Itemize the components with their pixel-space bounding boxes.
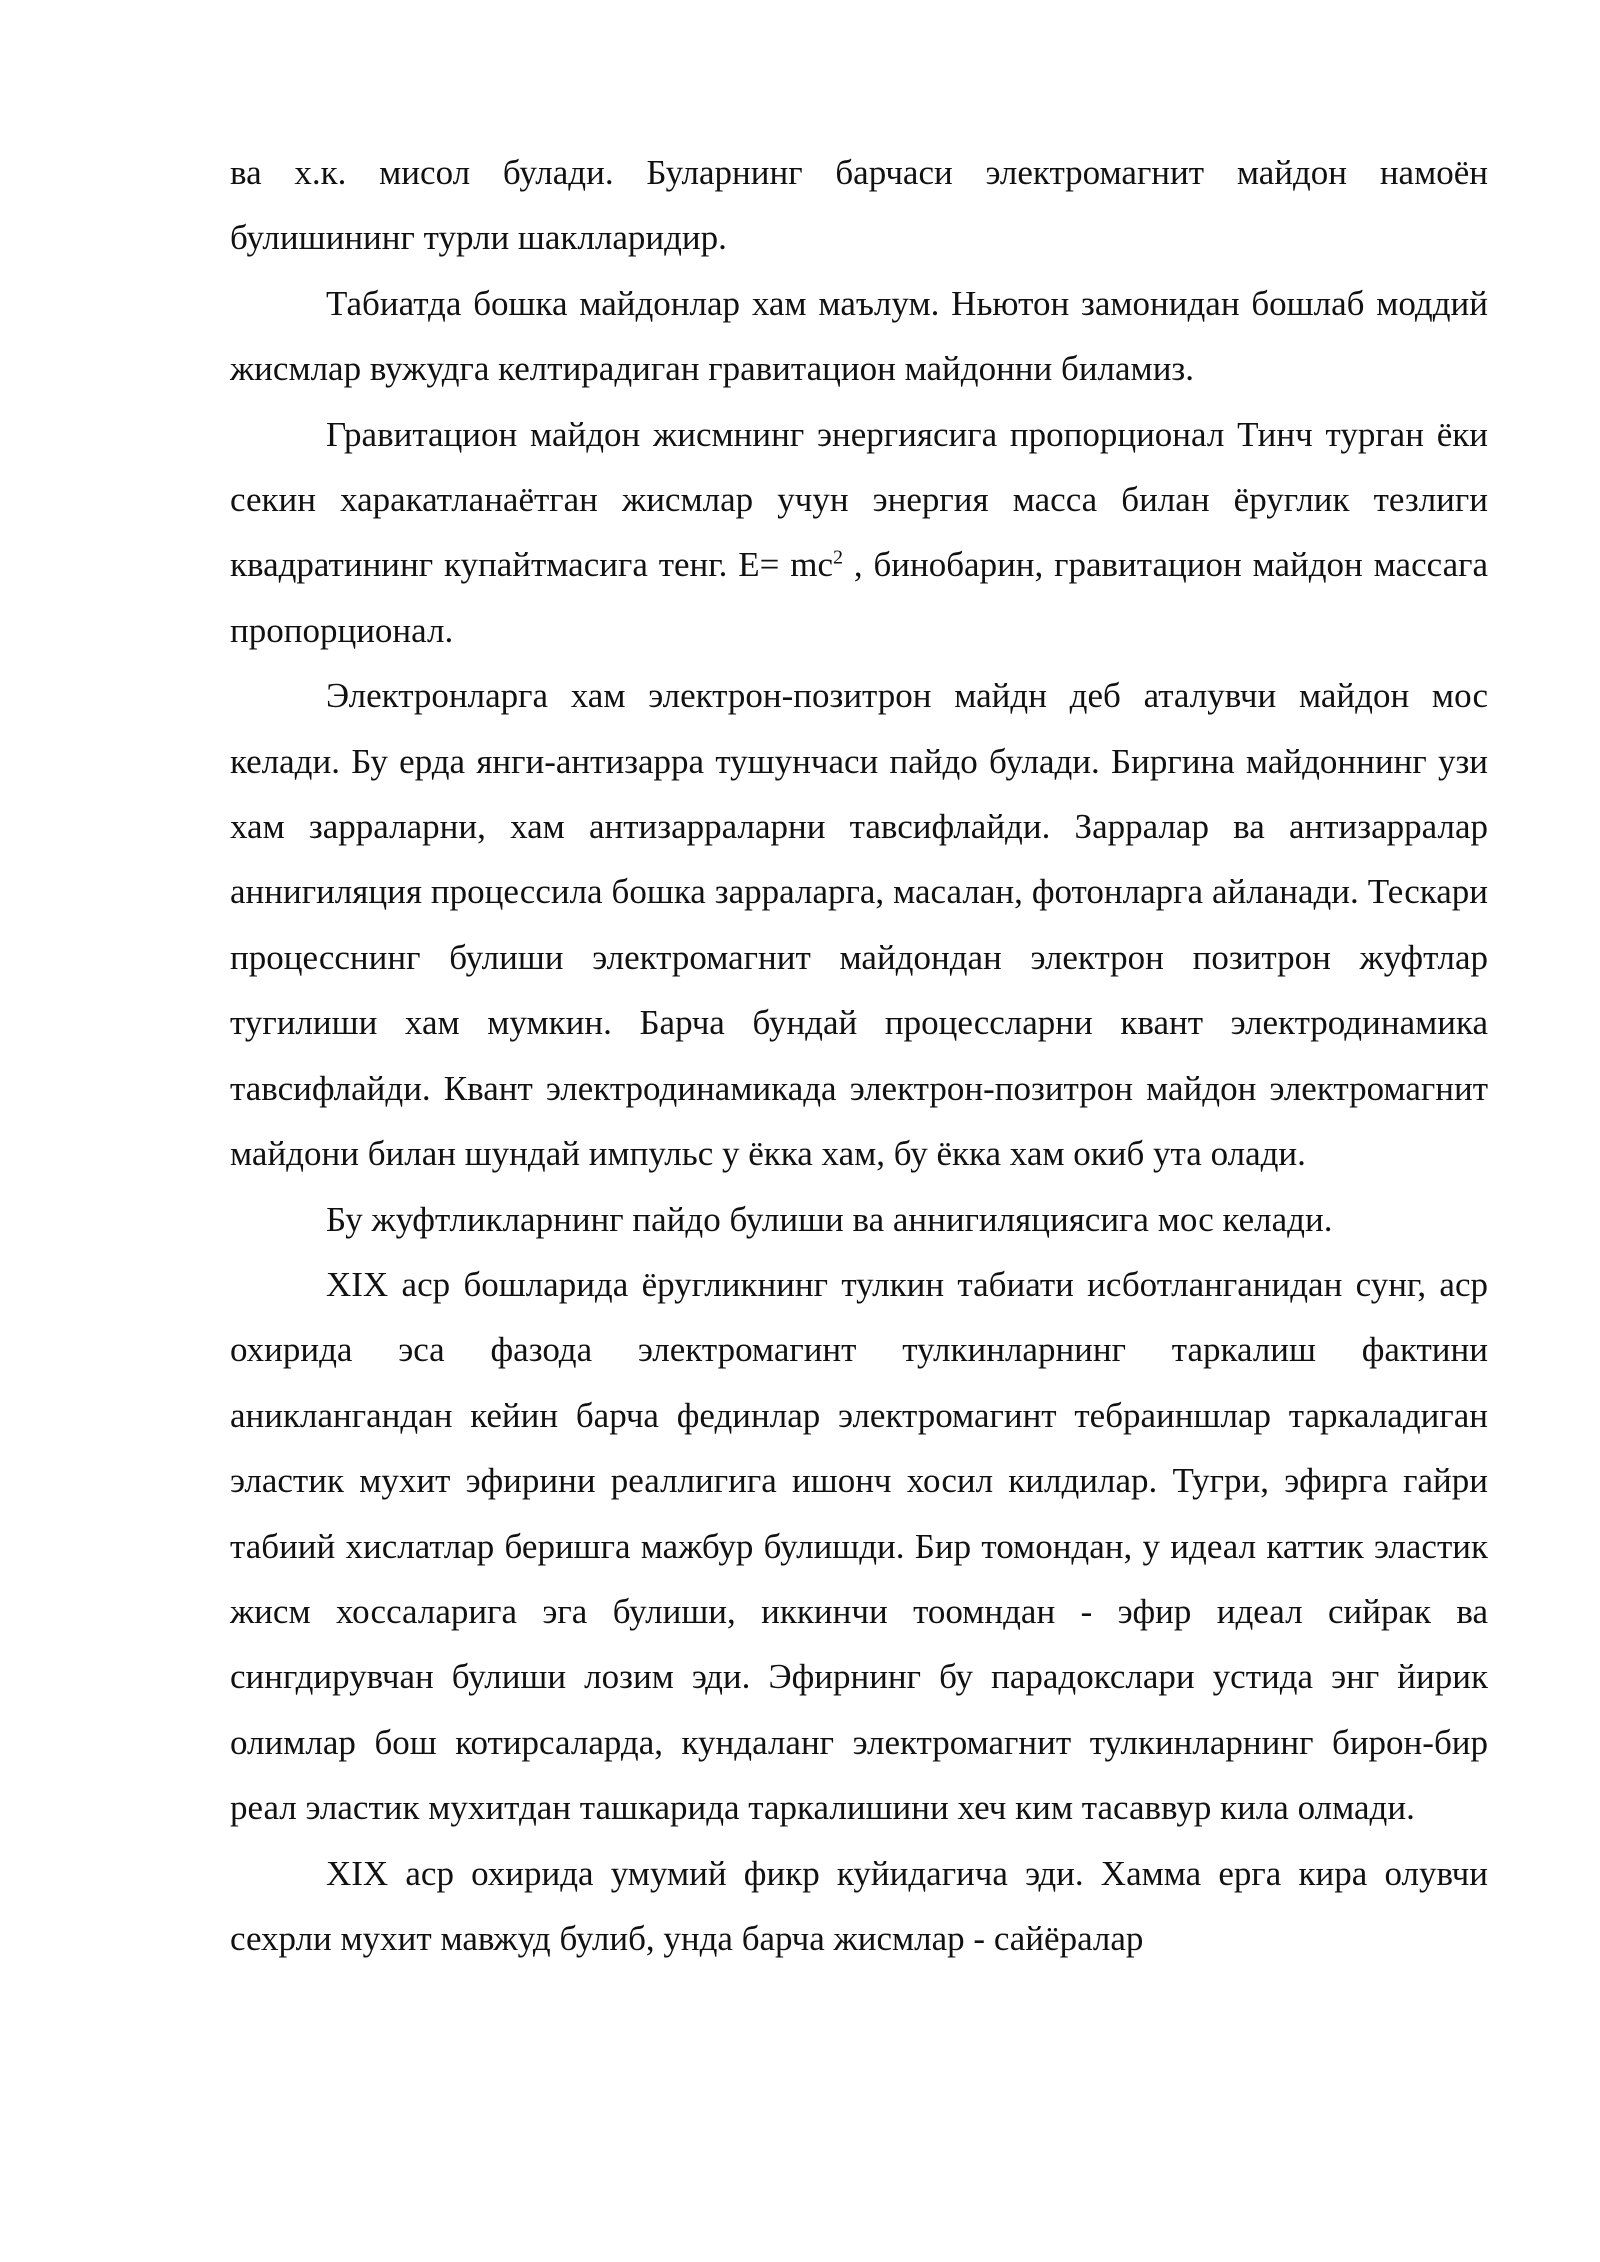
- document-page: [230, 140, 1488, 1971]
- paragraph-3-text-before-formula: Гравитацион майдон жисмнинг энергиясига пропорционал Тинч турган ёки секин харакатланаётган жисмлар учун энергия масса билан ёруглик тезлиги квадратининг купайтмасига тенг. E= mc: [230, 414, 1488, 585]
- formula-exponent: 2: [833, 546, 844, 569]
- paragraph-1: ва х.к. мисол булади. Буларнинг барчаси электромагнит майдон намоён булишининг турли шаклларидир.: [230, 153, 1488, 258]
- paragraph-6: XIX аср бошларида ёругликнинг тулкин табиати исботланганидан сунг, аср охирида эса фазода электромагинт тулкинларнинг таркалиш фактини аниклангандан кейин барча фединлар электромагинт тебраиншлар таркаладиган эластик мухит эфирини реаллигига ишонч хосил килдилар. Тугри, эфирга гайри табиий хислатлар беришга мажбур булишди. Бир томондан, у идеал каттик эластик жисм хоссаларига эга булиши, иккинчи тоомндан - эфир идеал сийрак ва сингдирувчан булиши лозим эди. Эфирнинг бу парадокслари устида энг йирик олимлар бош котирсаларда, кундаланг электромагнит тулкинларнинг бирон-бир реал эластик мухитдан ташкарида таркалишини хеч ким тасаввур кила олмади.: [230, 1264, 1488, 1828]
- paragraph-3: [230, 402, 1488, 664]
- paragraph-5: Бу жуфтликларнинг пайдо булиши ва аннигиляциясига мос келади.: [326, 1199, 1333, 1239]
- paragraph-2: Табиатда бошка майдонлар хам маълум. Ньютон замонидан бошлаб моддий жисмлар вужудга келтирадиган гравитацион майдонни биламиз.: [230, 283, 1488, 389]
- paragraph-3-text-after-formula: , бинобарин, гравитацион майдон массага пропорционал.: [230, 545, 1489, 650]
- paragraph-7: XIX аср охирида умумий фикр куйидагича эди. Хамма ерга кира олувчи сехрли мухит мавжуд булиб, унда барча жисмлар - сайёралар: [230, 1853, 1488, 1958]
- paragraph-4: Электронларга хам электрон-позитрон майдн деб аталувчи майдон мос келади. Бу ерда янги-антизарра тушунчаси пайдо булади. Биргина майдоннинг узи хам зарраларни, хам антизарраларни тавсифлайди. Зарралар ва антизарралар аннигиляция процессила бошка зарраларга, масалан, фотонларга айланади. Тескари процесснинг булиши электромагнит майдондан электрон позитрон жуфтлар тугилиши хам мумкин. Барча бундай процессларни квант электродинамика тавсифлайди. Квант электродинамикада электрон-позитрон майдон электромагнит майдони билан шундай импульс у ёкка хам, бу ёкка хам окиб ута олади.: [230, 676, 1488, 1174]
